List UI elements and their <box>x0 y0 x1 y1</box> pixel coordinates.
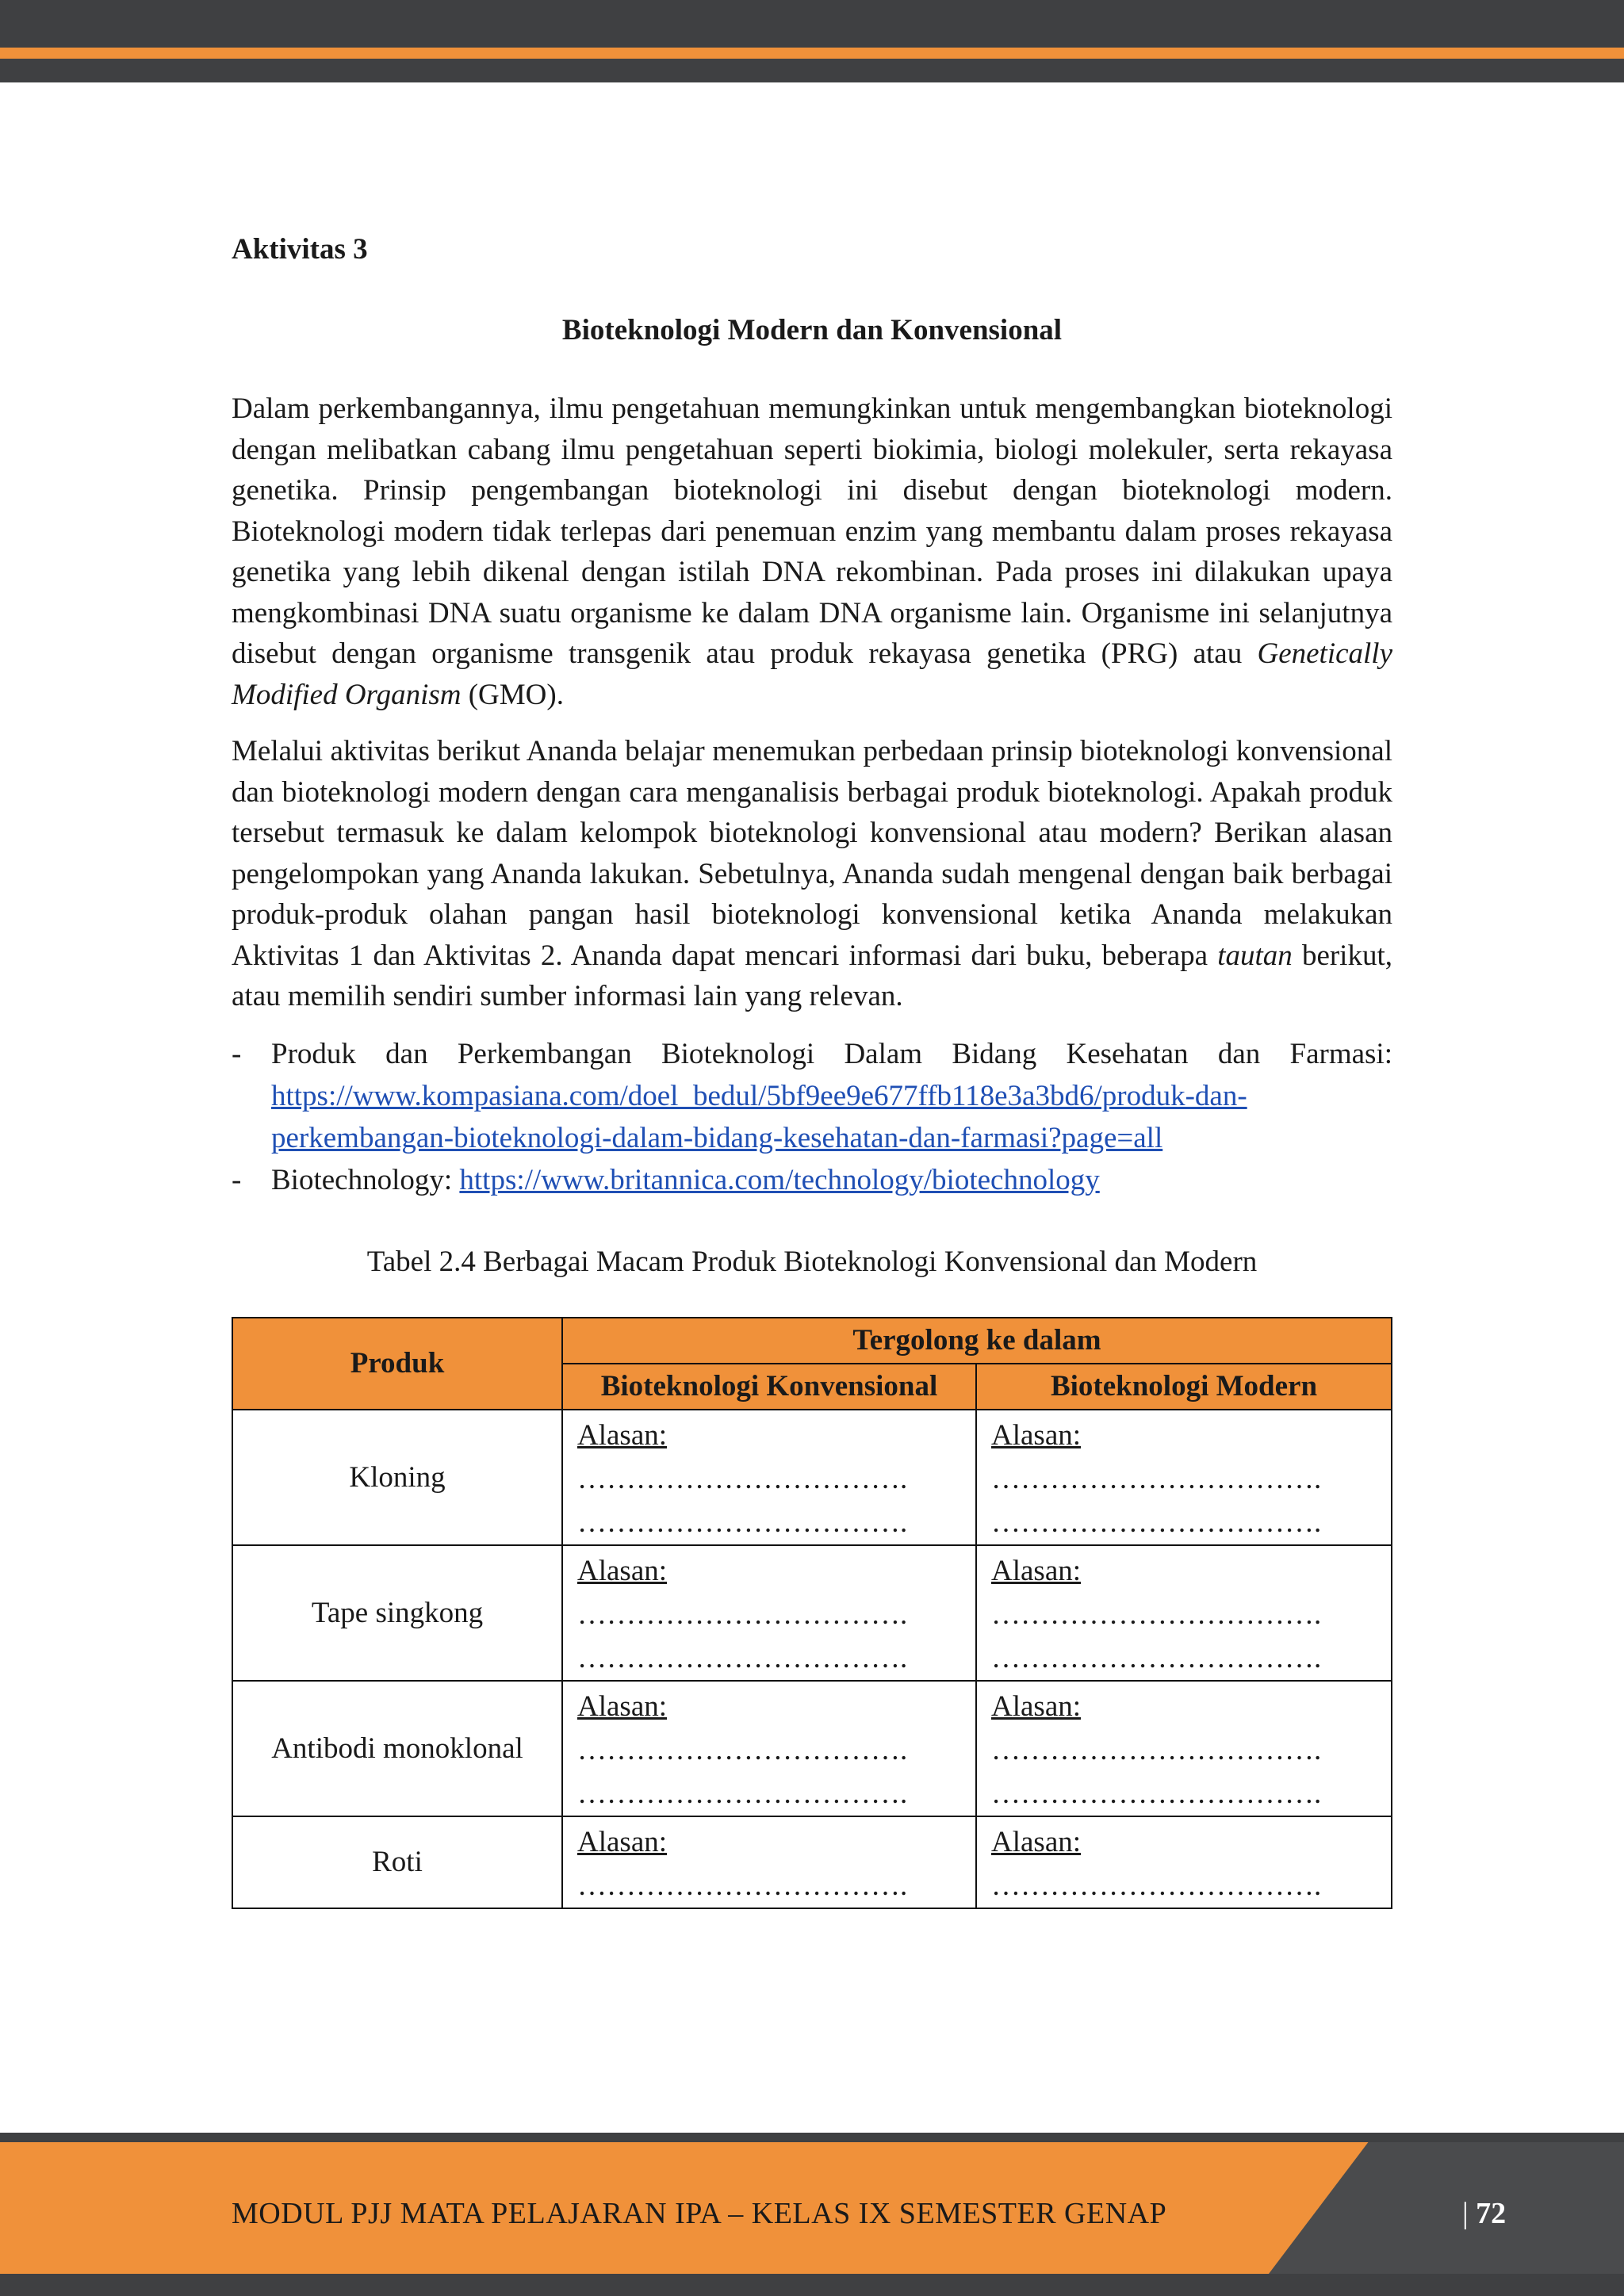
header-group: Tergolong ke dalam <box>562 1318 1392 1364</box>
product-table <box>232 1317 1392 1909</box>
reason-label: Alasan: <box>991 1418 1082 1452</box>
header-bar-dark-lower <box>0 59 1624 82</box>
fill-in-dots: ……………………………. <box>577 1869 908 1902</box>
paragraph-2-end: berikut, atau memilih sendiri sumber informasi lain yang relevan. <box>232 939 1392 1012</box>
paragraph-2 <box>232 731 1392 1017</box>
activity-heading: Aktivitas 3 <box>232 233 368 266</box>
header-conventional: Bioteknologi Konvensional <box>562 1364 976 1410</box>
reason-conventional-cell[interactable] <box>562 1681 976 1816</box>
list-item <box>232 1159 1392 1201</box>
fill-in-dots: ……………………………. <box>577 1506 908 1539</box>
page-content <box>232 230 1392 1909</box>
page-number-value: 72 <box>1476 2197 1507 2230</box>
reason-modern-cell[interactable] <box>976 1545 1392 1681</box>
fill-in-dots: ……………………………. <box>991 1869 1322 1902</box>
reason-modern-cell[interactable] <box>976 1410 1392 1545</box>
reason-label: Alasan: <box>577 1418 668 1452</box>
fill-in-dots: ……………………………. <box>991 1777 1322 1810</box>
fill-in-dots: ……………………………. <box>991 1506 1322 1539</box>
paragraph-2-text: Melalui aktivitas berikut Ananda belajar menemukan perbedaan prinsip bioteknologi konvensional dan bioteknologi modern dengan cara menganalisis berbagai produk bioteknologi. Apakah produk tersebut termasuk ke dalam kelompok bioteknologi konvensional atau modern? Berikan alasan pengelompokan yang Ananda lakukan. Sebetulnya, Ananda sudah mengenal dengan baik berbagai produk-produk olahan pangan hasil bioteknologi konvensional ketika Ananda melakukan Aktivitas 1 dan Aktivitas 2. Ananda dapat mencari informasi dari buku, beberapa <box>232 735 1392 972</box>
list-dash: - <box>232 1163 242 1196</box>
table-header-row <box>232 1318 1392 1364</box>
table-row <box>232 1545 1392 1681</box>
fill-in-dots: ……………………………. <box>991 1733 1322 1766</box>
reason-label: Alasan: <box>577 1554 668 1587</box>
britannica-link[interactable]: https://www.britannica.com/technology/biotechnology <box>459 1163 1100 1196</box>
header-product: Produk <box>232 1318 562 1410</box>
link-label: Biotechnology: <box>271 1163 460 1196</box>
page-number <box>1462 2196 1506 2231</box>
paragraph-1 <box>232 388 1392 715</box>
header-bar-dark <box>0 0 1624 48</box>
table-row <box>232 1410 1392 1545</box>
link-label: Produk dan Perkembangan Bioteknologi Dalam Bidang Kesehatan dan Farmasi: <box>271 1037 1392 1070</box>
reason-label: Alasan: <box>991 1689 1082 1723</box>
section-title: Bioteknologi Modern dan Konvensional <box>561 314 1063 346</box>
footer-bar-dark <box>0 2133 1624 2142</box>
product-name: Tape singkong <box>232 1545 562 1681</box>
list-item <box>232 1033 1392 1159</box>
paragraph-2-italic: tautan <box>1217 939 1293 972</box>
list-dash: - <box>232 1037 242 1070</box>
fill-in-dots: ……………………………. <box>991 1641 1322 1674</box>
fill-in-dots: ……………………………. <box>991 1598 1322 1631</box>
fill-in-dots: ……………………………. <box>577 1462 908 1495</box>
reason-conventional-cell[interactable] <box>562 1816 976 1908</box>
reason-modern-cell[interactable] <box>976 1681 1392 1816</box>
paragraph-1-end: (GMO). <box>461 678 564 711</box>
reason-conventional-cell[interactable] <box>562 1545 976 1681</box>
header-modern: Bioteknologi Modern <box>976 1364 1392 1410</box>
page-separator: | <box>1462 2197 1469 2230</box>
table-caption: Tabel 2.4 Berbagai Macam Produk Bioteknologi Konvensional dan Modern <box>366 1245 1258 1278</box>
reference-link-list <box>232 1033 1392 1201</box>
fill-in-dots: ……………………………. <box>991 1462 1322 1495</box>
product-name: Kloning <box>232 1410 562 1545</box>
product-name: Antibodi monoklonal <box>232 1681 562 1816</box>
kompasiana-link[interactable]: https://www.kompasiana.com/doel_bedul/5bf9ee9e677ffb118e3a3bd6/produk-dan-perkembangan-bioteknologi-dalam-bidang-kesehatan-dan-farmasi?page=all <box>271 1079 1247 1154</box>
fill-in-dots: ……………………………. <box>577 1641 908 1674</box>
header-bar-orange <box>0 48 1624 59</box>
reason-label: Alasan: <box>577 1825 668 1858</box>
paragraph-1-italic: Genetically Modified Organism <box>232 637 1392 711</box>
reason-label: Alasan: <box>991 1825 1082 1858</box>
fill-in-dots: ……………………………. <box>577 1598 908 1631</box>
reason-modern-cell[interactable] <box>976 1816 1392 1908</box>
product-name: Roti <box>232 1816 562 1908</box>
footer-bar-bottom <box>0 2274 1624 2296</box>
table-row <box>232 1681 1392 1816</box>
reason-label: Alasan: <box>577 1689 668 1723</box>
fill-in-dots: ……………………………. <box>577 1777 908 1810</box>
reason-label: Alasan: <box>991 1554 1082 1587</box>
fill-in-dots: ……………………………. <box>577 1733 908 1766</box>
paragraph-1-text: Dalam perkembangannya, ilmu pengetahuan memungkinkan untuk mengembangkan bioteknologi dengan melibatkan cabang ilmu pengetahuan seperti biokimia, biologi molekuler, serta rekayasa genetika. Prinsip pengembangan bioteknologi ini disebut dengan bioteknologi modern. Bioteknologi modern tidak terlepas dari penemuan enzim yang membantu dalam proses rekayasa genetika yang lebih dikenal dengan istilah DNA rekombinan. Pada proses ini dilakukan upaya mengkombinasi DNA suatu organisme ke dalam DNA organisme lain. Organisme ini selanjutnya disebut dengan organisme transgenik atau produk rekayasa genetika (PRG) atau <box>232 392 1392 670</box>
footer-module-title: MODUL PJJ MATA PELAJARAN IPA – KELAS IX SEMESTER GENAP <box>232 2197 1167 2230</box>
table-row <box>232 1816 1392 1908</box>
reason-conventional-cell[interactable] <box>562 1410 976 1545</box>
